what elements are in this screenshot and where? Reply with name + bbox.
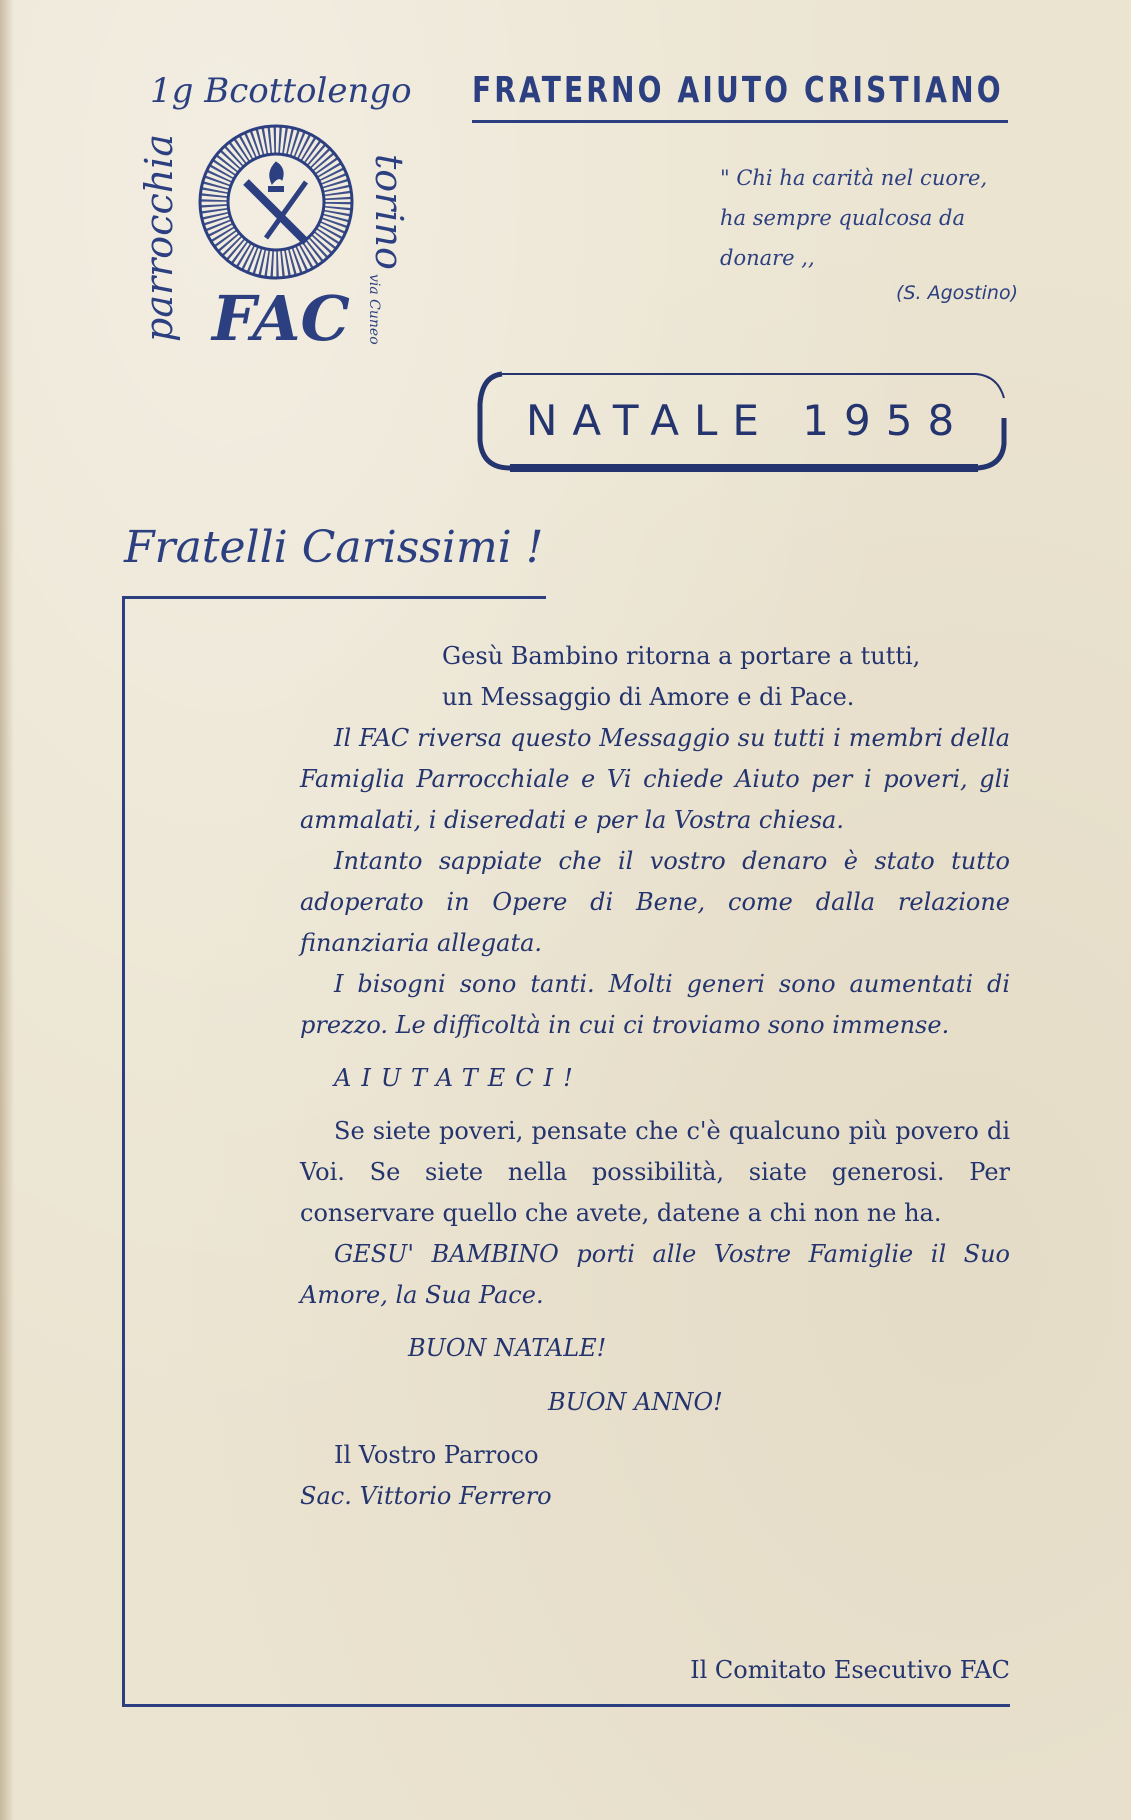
parish-emblem-icon (130, 62, 420, 362)
quote-source: (S. Agostino) (896, 282, 1018, 304)
quote-line: ha sempre qualcosa da (720, 206, 965, 230)
salutation: Fratelli Carissimi ! (124, 522, 544, 573)
quote-line: " Chi ha carità nel cuore, (720, 166, 988, 190)
title-underline (472, 120, 1008, 123)
new-year-greeting: BUON ANNO! (548, 1388, 723, 1416)
organization-title: FRATERNO AIUTO CRISTIANO (472, 70, 1004, 111)
frame-rule-top (122, 596, 546, 599)
intro-line: un Messaggio di Amore e di Pace. (442, 683, 855, 711)
intro-line: Gesù Bambino ritorna a portare a tutti, (442, 642, 921, 670)
signature-role: Il Vostro Parroco (334, 1441, 539, 1469)
natale-banner (474, 368, 1008, 474)
logo-monogram: FAC (212, 282, 350, 355)
logo-side-left: parrocchia (137, 133, 181, 342)
logo-side-right: torino (367, 154, 411, 270)
report-paragraph: Intanto sappiate che il vostro denaro è stato tutto adoperato in Opere di Bene, come dalla relazione finanziaria allegata. (300, 847, 1010, 957)
quote-line: donare ,, (720, 246, 815, 270)
signature-name: Sac. Vittorio Ferrero (300, 1482, 552, 1510)
appeal-heading: AIUTATECI! (334, 1064, 583, 1092)
fac-paragraph: Il FAC riversa questo Messaggio su tutti i membri della Famiglia Parrocchiale e Vi chiede Aiuto per i poveri, gli ammalati, i diseredati e per la Vostra chiesa. (300, 724, 1010, 834)
intro-paragraph (300, 636, 1010, 718)
frame-rule-left (122, 596, 125, 1706)
logo-arc-text: 1g Bcottolengo (150, 71, 412, 111)
logo-side-right-small: via Cuneo (366, 274, 382, 345)
quote (720, 158, 1020, 278)
frame-rule-bottom (122, 1704, 1010, 1707)
parish-logo (130, 62, 420, 362)
blessing-paragraph: GESU' BAMBINO porti alle Vostre Famiglie il Suo Amore, la Sua Pace. (300, 1240, 1010, 1309)
committee-signature: Il Comitato Esecutivo FAC (690, 1656, 1010, 1684)
christmas-greeting: BUON NATALE! (408, 1334, 607, 1362)
needs-paragraph: I bisogni sono tanti. Molti generi sono aumentati di prezzo. Le difficoltà in cui ci troviamo sono immense. (300, 970, 1010, 1039)
letter-body (300, 636, 1010, 1517)
banner-title: NATALE 1958 (526, 396, 970, 445)
generosity-paragraph: Se siete poveri, pensate che c'è qualcuno più povero di Voi. Se siete nella possibilità, siate generosi. Per conservare quello che avete, datene a chi non ne ha. (300, 1117, 1010, 1227)
